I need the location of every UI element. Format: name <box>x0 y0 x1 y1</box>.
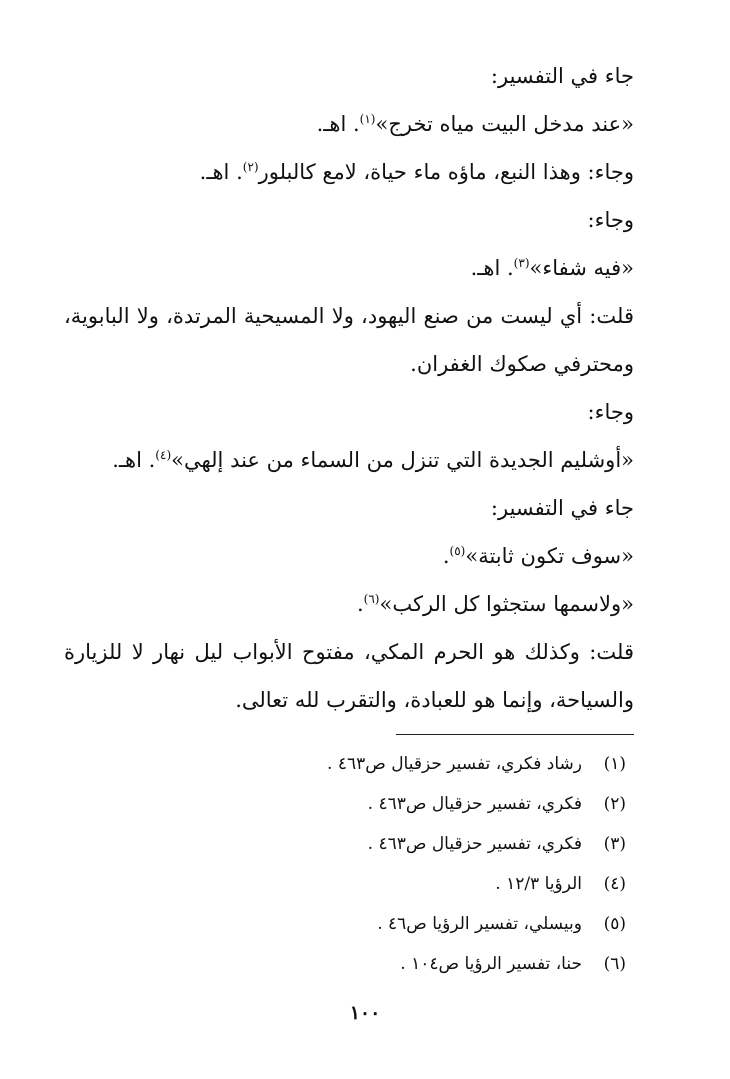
footnote-number: (٦) <box>603 954 626 974</box>
footnote-item <box>64 824 626 864</box>
footnote-ref: (٥) <box>449 544 466 558</box>
footnote-item <box>64 744 626 784</box>
text-line: وجاء: <box>587 400 634 424</box>
footnote-number: (٤) <box>603 874 626 894</box>
footnote-number: (١) <box>603 754 626 774</box>
footnote-item <box>64 944 626 984</box>
footnotes <box>64 744 626 984</box>
footnote-text: وبيسلي، تفسير الرؤيا ص٤٦ . <box>377 914 582 934</box>
footnote-ref: (٤) <box>155 448 172 462</box>
footnote-text: فكري، تفسير حزقيال ص٤٦٣ . <box>367 794 582 814</box>
footnote-ref: (٦) <box>363 592 380 606</box>
footnote-item <box>64 784 626 824</box>
text-line: جاء في التفسير: <box>490 64 634 88</box>
footnote-ref: (٢) <box>242 160 259 174</box>
text-line: جاء في التفسير: <box>490 496 634 520</box>
quote-line: «عند مدخل البيت مياه تخرج»$^{(١)}$. اهـ. <box>316 112 634 136</box>
quote-line: «ولاسمها ستجثوا كل الركب»$^{(٦)}$. <box>356 592 634 616</box>
footnote-ref: (٣) <box>513 256 530 270</box>
footnote-text: رشاد فكري، تفسير حزقيال ص٤٦٣ . <box>327 754 582 774</box>
footnote-text: فكري، تفسير حزقيال ص٤٦٣ . <box>367 834 582 854</box>
text-line: وجاء: وهذا النبع، ماؤه ماء حياة، لامع كالبلور$^{(٢)}$. اهـ. <box>199 160 634 184</box>
page-number: ١٠٠ <box>349 1002 381 1024</box>
footnote-item <box>64 864 626 904</box>
quote-line: «فيه شفاء»$^{(٣)}$. اهـ. <box>470 256 634 280</box>
quote-line: «سوف تكون ثابتة»$^{(٥)}$. <box>442 544 634 568</box>
main-text <box>64 52 634 724</box>
footnote-text: الرؤيا ١٢/٣ . <box>495 874 582 894</box>
footnote-number: (٥) <box>603 914 626 934</box>
paragraph: قلت: أي ليست من صنع اليهود، ولا المسيحية المرتدة، ولا البابوية، ومحترفي صكوك الغفران. <box>64 304 634 376</box>
quote-line: «أوشليم الجديدة التي تنزل من السماء من عند إلهي»$^{(٤)}$. اهـ. <box>112 448 634 472</box>
paragraph: قلت: وكذلك هو الحرم المكي، مفتوح الأبواب ليل نهار لا للزيارة والسياحة، وإنما هو للعبادة، والتقرب لله تعالى. <box>64 640 634 712</box>
footnote-separator <box>396 734 634 735</box>
footnote-number: (٢) <box>603 794 626 814</box>
text-line: وجاء: <box>587 208 634 232</box>
footnote-number: (٣) <box>603 834 626 854</box>
footnote-item <box>64 904 626 944</box>
footnote-ref: (١) <box>359 112 376 126</box>
footnote-text: حنا، تفسير الرؤيا ص١٠٤ . <box>400 954 582 974</box>
